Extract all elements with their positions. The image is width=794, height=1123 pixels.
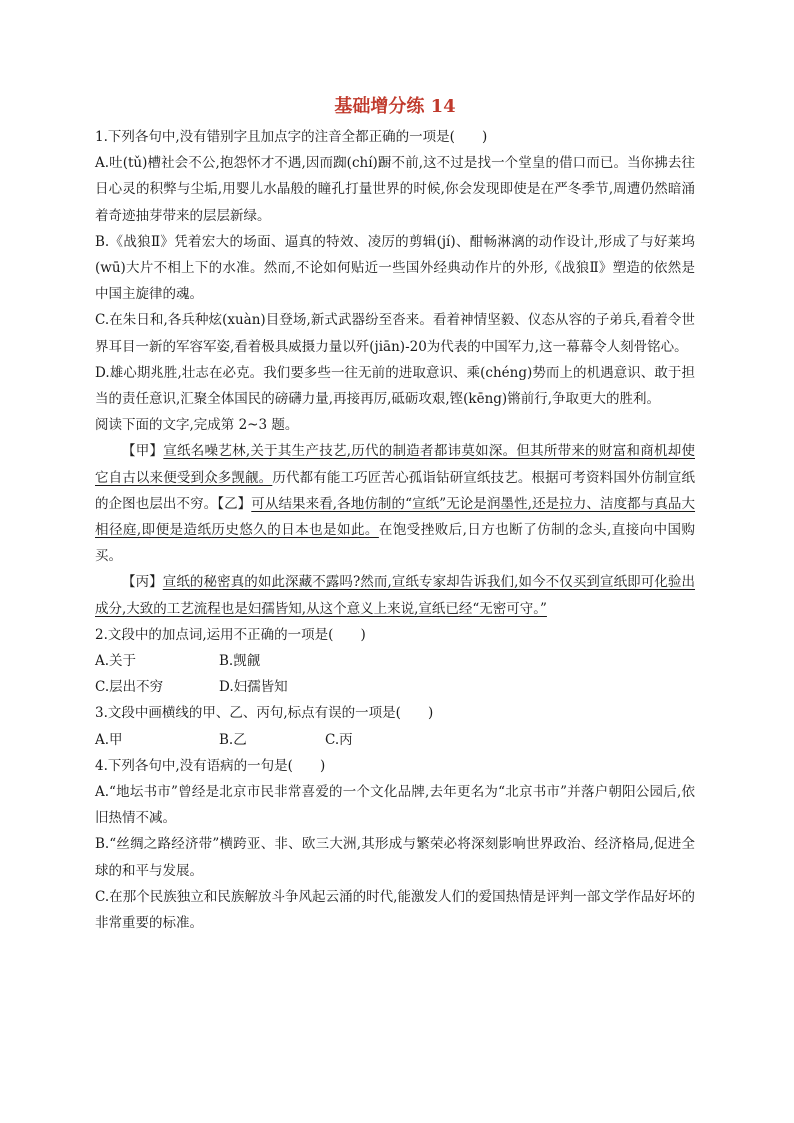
question-4-option-a: A.“地坛书市”曾经是北京市民非常喜爱的一个文化品牌,去年更名为“北京书市”并落户朝阳公园后,依旧热情不减。: [95, 784, 695, 827]
question-2-options-row-2: [95, 674, 695, 700]
question-1-option-a: A.吐(tǔ)槽社会不公,抱怨怀才不遇,因而踟(chí)蹰不前,这不过是找一个堂皇的借口而已。当你拂去往日心灵的积弊与尘垢,用婴儿水晶般的瞳孔打量世界的时候,你会发现即使是在严冬季节,周遭仍然暗涌着奇迹抽芽带来的层层新绿。: [95, 155, 695, 224]
passage-paragraph-1: [95, 438, 695, 569]
question-1-option-d: D.雄心期兆胜,壮志在必克。我们要多些一往无前的进取意识、乘(chéng)势而上的机遇意识、敢于担当的责任意识,汇聚全体国民的磅礴力量,再接再厉,砥砺攻艰,铿(kēng)锵前行,争取更大的胜利。: [95, 364, 695, 408]
question-3-options: [95, 727, 695, 753]
worksheet-page: [95, 96, 695, 936]
sentence-yi: 可从结果来看,各地仿制的“宣纸”无论是润墨性,还是拉力、洁度都与真品大相径庭,即便是造纸历史悠久的日本也是如此。: [95, 495, 696, 539]
question-3-option-c: C.丙: [325, 731, 353, 748]
question-2-option-d: D.妇孺皆知: [219, 679, 288, 696]
passage-tail-text: 在饱受挫败后,日方也断了仿制的念头,直接向中国购买。: [95, 522, 695, 565]
page-title: 基础增分练 14: [334, 96, 456, 117]
sentence-bing-marker: 【丙】: [122, 574, 163, 591]
passage-paragraph-2: [95, 569, 695, 621]
sentence-jia-marker: 【甲】: [122, 443, 164, 460]
question-4-option-c: C.在那个民族独立和民族解放斗争风起云涌的时代,能激发人们的爱国热情是评判一部文学作品好坏的非常重要的标准。: [95, 888, 695, 932]
question-3-stem: 3.文段中画横线的甲、乙、丙句,标点有误的一项是( ): [95, 705, 434, 722]
question-3-option-a: A.甲: [95, 731, 123, 748]
question-2-stem: 2.文段中的加点词,运用不正确的一项是( ): [95, 626, 366, 643]
sentence-jia: 宣纸名噪艺林,关于其生产技艺,历代的制造者都讳莫如深。但其所带来的财富和商机却使它自古以来便受到众多觊觎。: [95, 443, 695, 486]
question-1-stem: 1.下列各句中,没有错别字且加点字的注音全都正确的一项是( ): [95, 129, 488, 145]
sentence-yi-marker: 【乙】: [217, 495, 252, 512]
sentence-bing: 宣纸的秘密真的如此深藏不露吗?然而,宣纸专家却告诉我们,如今不仅买到宣纸即可化验出成分,大致的工艺流程也是妇孺皆知,从这个意义上来说,宣纸已经“无密可守。”: [95, 574, 696, 617]
question-2-option-c: C.层出不穷: [95, 679, 164, 696]
question-4-option-b: B.“丝绸之路经济带”横跨亚、非、欧三大洲,其形成与繁荣必将深刻影响世界政治、经济格局,促进全球的和平与发展。: [95, 836, 695, 879]
question-2-option-a: A.关于: [95, 653, 137, 670]
question-2-option-b: B.觊觎: [219, 653, 261, 670]
reading-instruction: 阅读下面的文字,完成第 2~3 题。: [95, 417, 299, 434]
passage-middle-text: 历代都有能工巧匠苦心孤诣钻研宣纸技艺。根据可考资料国外仿制宣纸的企图也层出不穷。: [95, 469, 696, 512]
question-3-option-b: B.乙: [219, 731, 247, 748]
question-2-options-row-1: [95, 648, 695, 674]
question-1-option-c: C.在朱日和,各兵种炫(xuàn)目登场,新式武器纷至沓来。看着神情坚毅、仪态从容的子弟兵,看着令世界耳目一新的军容军姿,看着极具威摄力量以歼(jiān)-20为代表的中国军力,这一幕幕令人刻骨铭心。: [95, 312, 695, 355]
question-4-stem: 4.下列各句中,没有语病的一句是( ): [95, 757, 326, 774]
question-1-option-b: B.《战狼Ⅱ》凭着宏大的场面、逼真的特效、凌厉的剪辑(jí)、酣畅淋漓的动作设计,形成了与好莱坞(wū)大片不相上下的水准。然而,不论如何贴近一些国外经典动作片的外形,《战狼Ⅱ》塑造的依然是中国主旋律的魂。: [95, 233, 695, 303]
